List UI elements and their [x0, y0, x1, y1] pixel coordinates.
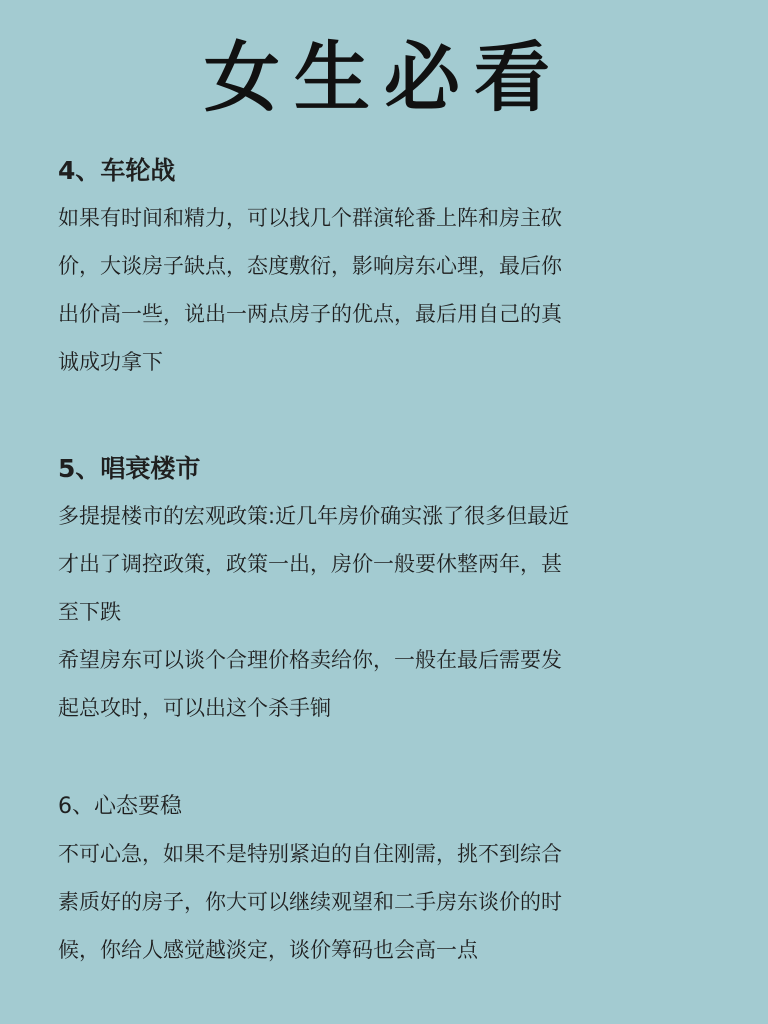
- text-line: 诚成功拿下: [58, 350, 163, 374]
- section-paragraph: [58, 830, 678, 974]
- text-line: 不可心急，如果不是特别紧迫的自住刚需，挑不到综合: [58, 842, 562, 866]
- text-line: 至下跌: [58, 600, 121, 624]
- section-5: [58, 452, 678, 732]
- text-line: 如果有时间和精力，可以找几个群演轮番上阵和房主砍: [58, 206, 562, 230]
- text-line: 素质好的房子，你大可以继续观望和二手房东谈价的时: [58, 890, 562, 914]
- text-line: 出价高一些，说出一两点房子的优点，最后用自己的真: [58, 302, 562, 326]
- section-paragraph: [58, 492, 678, 636]
- text-line: 才出了调控政策，政策一出，房价一般要休整两年，甚: [58, 552, 562, 576]
- text-line: 起总攻时，可以出这个杀手锏: [58, 696, 331, 720]
- section-heading: 4、车轮战: [58, 156, 176, 185]
- text-line: 价，大谈房子缺点，态度敷衍，影响房东心理，最后你: [58, 254, 562, 278]
- text-line: 希望房东可以谈个合理价格卖给你，一般在最后需要发: [58, 648, 562, 672]
- section-paragraph: [58, 636, 678, 732]
- text-line: 候，你给人感觉越淡定，谈价筹码也会高一点: [58, 938, 478, 962]
- section-6: [58, 790, 678, 974]
- text-line: 多提提楼市的宏观政策:近几年房价确实涨了很多但最近: [58, 504, 570, 528]
- section-heading: 6、心态要稳: [58, 794, 182, 819]
- section-paragraph: [58, 194, 678, 386]
- page-title: 女生必看: [204, 33, 564, 122]
- section-heading: 5、唱衰楼市: [58, 454, 201, 483]
- section-4: [58, 154, 678, 386]
